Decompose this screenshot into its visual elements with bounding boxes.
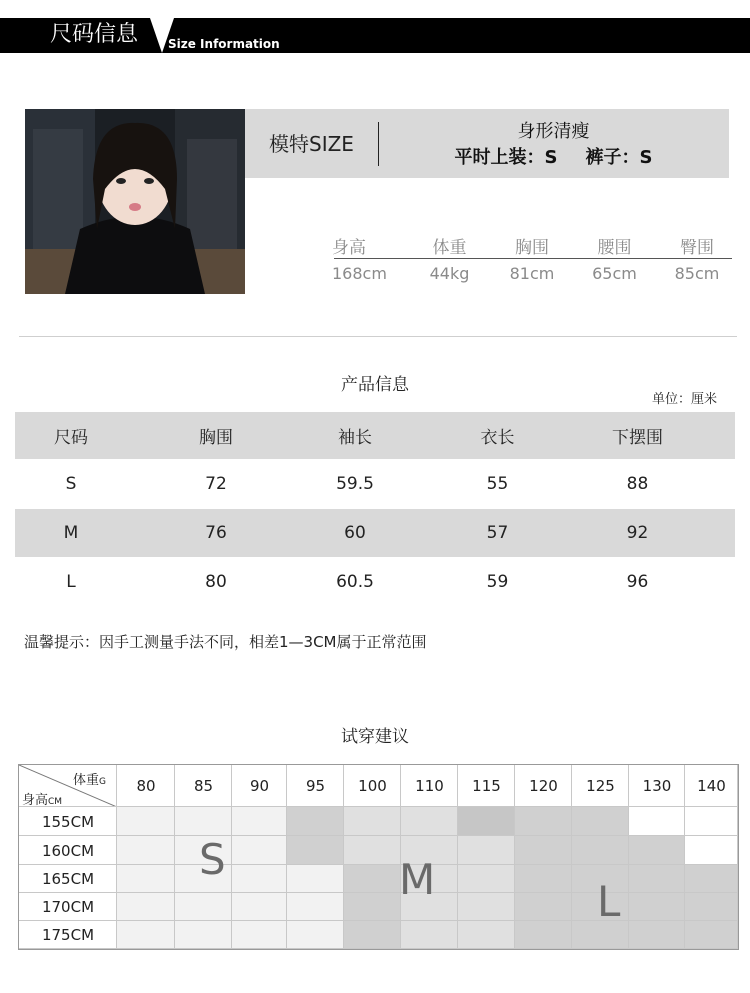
measure-divider xyxy=(334,258,732,259)
fit-grid-cell xyxy=(685,893,738,921)
table-cell: 60.5 xyxy=(336,572,374,592)
measure-header: 体重 xyxy=(432,238,467,258)
height-header-label: 160CM xyxy=(41,841,95,860)
header-title-en: Size Information xyxy=(168,37,280,51)
fit-grid-cell xyxy=(685,836,738,865)
fit-grid-cell xyxy=(287,921,344,949)
fit-grid-cell xyxy=(287,807,344,836)
height-header-label: 175CM xyxy=(41,926,95,944)
fit-grid-cell xyxy=(117,865,175,893)
fit-grid-cell xyxy=(515,893,572,921)
weight-header-label: 110 xyxy=(415,777,444,795)
fit-grid-title: 试穿建议 xyxy=(341,727,409,747)
fit-grid-cell xyxy=(232,865,287,893)
table-cell: L xyxy=(66,572,76,592)
measure-value: 85cm xyxy=(674,264,720,283)
fit-grid-cell xyxy=(458,807,515,836)
model-measure-values xyxy=(332,264,732,283)
section-header xyxy=(0,18,750,53)
weight-header-label: 85 xyxy=(193,777,214,795)
product-info-title: 产品信息 xyxy=(341,375,409,395)
section-divider xyxy=(19,336,737,337)
model-info-bar xyxy=(245,109,729,178)
measure-header: 臀围 xyxy=(680,238,714,258)
fit-grid-cell xyxy=(458,836,515,865)
weight-header-label: 125 xyxy=(586,777,615,795)
fit-grid-cell xyxy=(344,921,401,949)
fit-grid-cell xyxy=(629,807,685,836)
model-body-shape: 身形清瘦 xyxy=(517,121,590,142)
table-cell: S xyxy=(65,474,77,494)
fit-grid-cell xyxy=(344,807,401,836)
fit-suggestion-grid xyxy=(18,764,739,950)
table-row xyxy=(15,558,735,606)
model-pants-size: 裤子：S xyxy=(585,147,653,168)
fit-grid-cell xyxy=(515,807,572,836)
fit-grid-cell xyxy=(685,807,738,836)
height-header-label: 170CM xyxy=(41,898,95,916)
corner-weight-unit: G xyxy=(99,777,106,787)
table-cell: M xyxy=(63,523,79,543)
fit-grid-cell xyxy=(515,921,572,949)
model-usual-size xyxy=(378,147,729,169)
table-cell: 96 xyxy=(626,572,649,592)
table-cell: 80 xyxy=(205,572,227,592)
fit-grid-cell xyxy=(232,836,287,865)
fit-grid-cell xyxy=(572,807,629,836)
model-size-label: 模特SIZE xyxy=(269,132,354,156)
grid-corner-cell xyxy=(19,765,117,807)
fit-grid-cell xyxy=(629,865,685,893)
fit-grid-cell xyxy=(175,807,232,836)
fit-grid-cell xyxy=(401,807,458,836)
fit-grid-cell xyxy=(344,893,401,921)
fit-grid-cell xyxy=(629,836,685,865)
fit-grid-cell xyxy=(401,921,458,949)
fit-grid-cell xyxy=(287,893,344,921)
weight-header-label: 100 xyxy=(358,777,387,795)
measure-value: 168cm xyxy=(332,264,387,283)
measure-value: 65cm xyxy=(592,264,637,283)
fit-grid-cell xyxy=(117,921,175,949)
fit-size-letter: S xyxy=(199,835,226,884)
measure-header: 胸围 xyxy=(515,238,549,258)
model-top-size: 平时上装：S xyxy=(454,147,558,168)
weight-header-label: 90 xyxy=(249,777,270,795)
fit-grid-cell xyxy=(287,836,344,865)
table-cell: 55 xyxy=(486,474,509,494)
table-cell: 59 xyxy=(486,572,509,592)
fit-grid-cell xyxy=(117,836,175,865)
fit-grid-cell xyxy=(458,865,515,893)
unit-label: 单位：厘米 xyxy=(651,392,717,407)
measurement-tip: 温馨提示：因手工测量手法不同，相差1—3CM属于正常范围 xyxy=(24,633,427,651)
fit-grid-cell xyxy=(175,893,232,921)
corner-height-unit: CM xyxy=(48,797,63,807)
fit-grid-cell xyxy=(232,807,287,836)
fit-grid-cell xyxy=(232,893,287,921)
fit-grid-cell xyxy=(458,893,515,921)
weight-header-label: 130 xyxy=(642,777,672,795)
fit-grid-cell xyxy=(685,921,738,949)
fit-grid-cell xyxy=(629,893,685,921)
fit-grid-cell xyxy=(117,893,175,921)
table-header-cell: 尺码 xyxy=(54,428,88,448)
header-title-cn: 尺码信息 xyxy=(50,22,139,47)
weight-header-label: 115 xyxy=(472,777,501,795)
weight-header-label: 80 xyxy=(136,777,156,795)
table-header-cell: 胸围 xyxy=(199,428,233,448)
fit-grid-cell xyxy=(117,807,175,836)
model-photo xyxy=(25,109,245,294)
table-cell: 76 xyxy=(205,523,227,543)
table-cell: 57 xyxy=(486,523,509,543)
table-cell: 60 xyxy=(344,523,366,543)
fit-grid-cell xyxy=(515,865,572,893)
weight-header-label: 140 xyxy=(697,777,726,795)
table-cell: 59.5 xyxy=(336,474,374,494)
fit-grid-cell xyxy=(458,921,515,949)
fit-grid-cell xyxy=(287,865,344,893)
table-row xyxy=(15,509,735,557)
height-header-label: 155CM xyxy=(41,812,95,831)
fit-grid-cell xyxy=(175,921,232,949)
model-measure-headers xyxy=(332,233,732,258)
table-cell: 72 xyxy=(205,474,227,494)
fit-grid-cell xyxy=(572,836,629,865)
fit-grid-cell xyxy=(344,865,401,893)
table-row xyxy=(15,460,735,508)
fit-grid-cell xyxy=(629,921,685,949)
corner-height-text: 身高 xyxy=(22,793,49,808)
table-header-cell: 衣长 xyxy=(480,428,515,448)
corner-weight-text: 体重 xyxy=(73,773,100,788)
measure-header: 腰围 xyxy=(597,238,632,258)
fit-grid-cell xyxy=(232,921,287,949)
measure-value: 81cm xyxy=(509,264,555,283)
table-cell: 88 xyxy=(626,474,649,494)
fit-grid-cell xyxy=(515,836,572,865)
measure-header: 身高 xyxy=(332,238,366,258)
product-size-table xyxy=(15,412,735,606)
measure-value: 44kg xyxy=(429,264,470,283)
weight-header-label: 95 xyxy=(305,777,326,795)
height-header-label: 165CM xyxy=(41,870,95,888)
table-header-row xyxy=(15,412,735,459)
table-header-cell: 袖长 xyxy=(338,428,372,448)
weight-header-label: 120 xyxy=(529,777,558,795)
fit-size-letter: M xyxy=(399,855,436,904)
fit-size-letter: L xyxy=(597,877,621,926)
table-header-cell: 下摆围 xyxy=(612,428,663,448)
table-cell: 92 xyxy=(626,523,649,543)
fit-grid-cell xyxy=(344,836,401,865)
fit-grid-cell xyxy=(685,865,738,893)
